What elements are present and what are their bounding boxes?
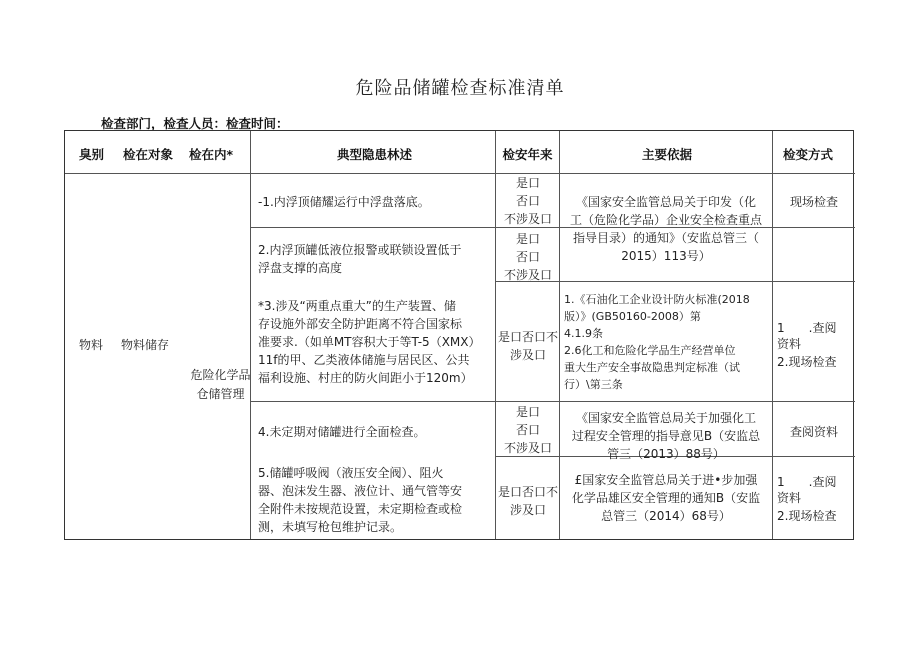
- hazard-description-4: 4.未定期对储罐进行全面检查。: [258, 425, 426, 439]
- basis-4: 《国家安全监管总局关于加强化工 过程安全管理的指导意见B（安监总 管三（2013）88号）: [571, 411, 761, 461]
- method-3: 1 .查阅 资料 2.现场检查: [777, 321, 837, 369]
- page-title: 危险品储罐检查标准清单: [355, 78, 565, 99]
- inspection-meta-line: 检查部门，检查人员：检查时间：: [101, 116, 289, 131]
- result-1: 是口 否口 不涉及口: [503, 176, 552, 226]
- hazard-description-5: 5.储罐呼吸阀（液压安全阀）、阻火 器、泡沫发生器、液位计、通气管等安 全附件未按规范设置，未定期检查或检 测，未填写枪包维护记录。: [258, 466, 463, 534]
- hazard-description-1: -1.内浮顶储耀运行中浮盘落底。: [258, 195, 430, 209]
- object-cell: 物料储存: [121, 338, 170, 352]
- row-divider: [250, 401, 855, 402]
- basis-1-2: 《国家安全监管总局关于印发（化 工（危险化学品）企业安全检查重点 指导目录）的通知》（安监总管三（ 2015）113号）: [569, 195, 762, 263]
- header-method: 检变方式: [783, 147, 834, 162]
- result-2: 是口 否口 不涉及口: [503, 232, 552, 282]
- result-4: 是口 否口 不涉及口: [503, 405, 552, 455]
- hazard-description-2: 2.内浮顶罐低液位报警或联锁设置低于 浮盘支撑的高度: [258, 243, 462, 275]
- checklist-table: [64, 130, 854, 540]
- hazard-description-3: *3.涉及“两重点重大”的生产装置、储 存设施外部安全防护距离不符合国家标 准要求.（如单MT容积大于等T-5（XMX） 11f的甲、乙类液体储施与居民区、公共 福利设施、村庄的防火间距小于120m）: [258, 299, 481, 385]
- result-5: 是口否口不 涉及口: [497, 485, 558, 517]
- basis-5: £国家安全监管总局关于进•步加强 化学品雄区安全管理的通知B（安监 总管三（2014）68号）: [571, 473, 761, 523]
- result-3: 是口否口不 涉及口: [497, 330, 558, 362]
- method-1-2: 现场检查: [789, 195, 838, 209]
- method-5: 1 .查阅 资料 2.现场检查: [777, 475, 837, 523]
- header-content: 检在内*: [189, 147, 234, 162]
- method-4: 查阅资料: [789, 425, 838, 439]
- header-category: 臭别: [79, 147, 105, 162]
- header-divider: [65, 173, 855, 174]
- category-cell: 物料: [79, 338, 104, 352]
- content-cell: 危险化学品 仓储管理: [190, 368, 251, 401]
- column-divider: [250, 131, 251, 539]
- basis-3: 1.《石油化工企业设计防火标准(2018 版）》(GB50160-2008）第 4.1.9条 2.6化工和危险化学品生产经营单位 重大生产安全事故隐患判定标准（试 行）\第三条: [564, 293, 750, 391]
- header-result: 检安年来: [502, 147, 553, 162]
- header-hazard-description: 典型隐患林述: [337, 147, 413, 162]
- header-basis: 主要依据: [642, 147, 693, 162]
- header-object: 检在对象: [123, 147, 174, 162]
